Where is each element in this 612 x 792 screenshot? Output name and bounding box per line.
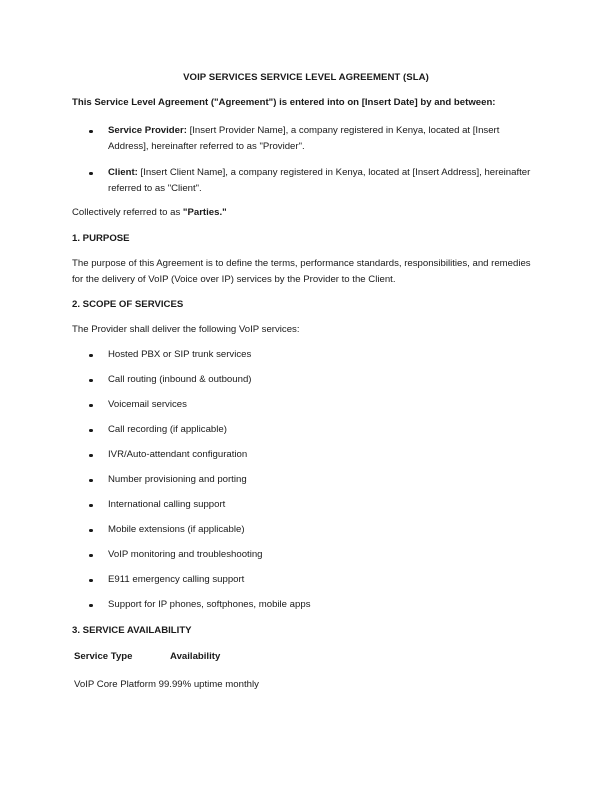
list-item: Call routing (inbound & outbound) (72, 372, 311, 397)
bullet-icon (89, 354, 93, 358)
table-cell-availability: 99.99% uptime monthly (158, 679, 259, 690)
section-heading-scope: 2. SCOPE OF SERVICES (72, 299, 184, 310)
table-row (74, 679, 259, 690)
scope-intro: The Provider shall deliver the following VoIP services: (72, 324, 300, 335)
purpose-paragraph: The purpose of this Agreement is to define the terms, performance standards, responsibilities, and remedies for the delivery of VoIP (Voice over IP) services by the Provider to the Client. (72, 258, 531, 285)
agreement-intro: This Service Level Agreement ("Agreement") is entered into on [Insert Date] by and between: (72, 97, 496, 108)
bullet-icon (89, 379, 93, 383)
list-item: IVR/Auto-attendant configuration (72, 447, 311, 472)
collective-term: "Parties." (182, 207, 227, 218)
bullet-icon (89, 454, 93, 458)
bullet-icon (89, 479, 93, 483)
collective-reference (72, 207, 227, 218)
party-label: Client: (108, 167, 138, 178)
table-cell-service-type: VoIP Core Platform (74, 679, 156, 690)
list-item: Mobile extensions (if applicable) (72, 522, 311, 547)
bullet-icon (89, 529, 93, 533)
list-item: Number provisioning and porting (72, 472, 311, 497)
bullet-icon (89, 429, 93, 433)
list-item: VoIP monitoring and troubleshooting (72, 547, 311, 572)
list-item: Call recording (if applicable) (72, 422, 311, 447)
document-title: VOIP SERVICES SERVICE LEVEL AGREEMENT (SLA) (183, 72, 429, 83)
bullet-icon (89, 554, 93, 558)
bullet-icon (89, 172, 93, 176)
list-item: E911 emergency calling support (72, 572, 311, 597)
party-item-provider (72, 123, 542, 155)
list-item: Support for IP phones, softphones, mobile apps (72, 597, 311, 622)
section-heading-purpose: 1. PURPOSE (72, 233, 130, 244)
section-heading-availability: 3. SERVICE AVAILABILITY (72, 625, 192, 636)
list-item: Voicemail services (72, 397, 311, 422)
table-header-service-type: Service Type (74, 651, 133, 662)
party-label: Service Provider: (108, 125, 187, 136)
collective-prefix: Collectively referred to as (72, 207, 183, 218)
bullet-icon (89, 504, 93, 508)
list-item: Hosted PBX or SIP trunk services (72, 347, 311, 372)
bullet-icon (89, 579, 93, 583)
services-list (72, 347, 311, 622)
party-text: [Insert Provider Name], a company registered in Kenya, located at [Insert Address], hereinafter referred to as "Provider". (108, 125, 500, 152)
party-text: [Insert Client Name], a company registered in Kenya, located at [Insert Address], hereinafter referred to as "Client". (108, 167, 531, 194)
parties-list (72, 123, 542, 207)
party-item-client (72, 165, 542, 197)
bullet-icon (89, 404, 93, 408)
bullet-icon (89, 604, 93, 608)
table-header-availability: Availability (170, 651, 221, 662)
list-item: International calling support (72, 497, 311, 522)
bullet-icon (89, 130, 93, 134)
